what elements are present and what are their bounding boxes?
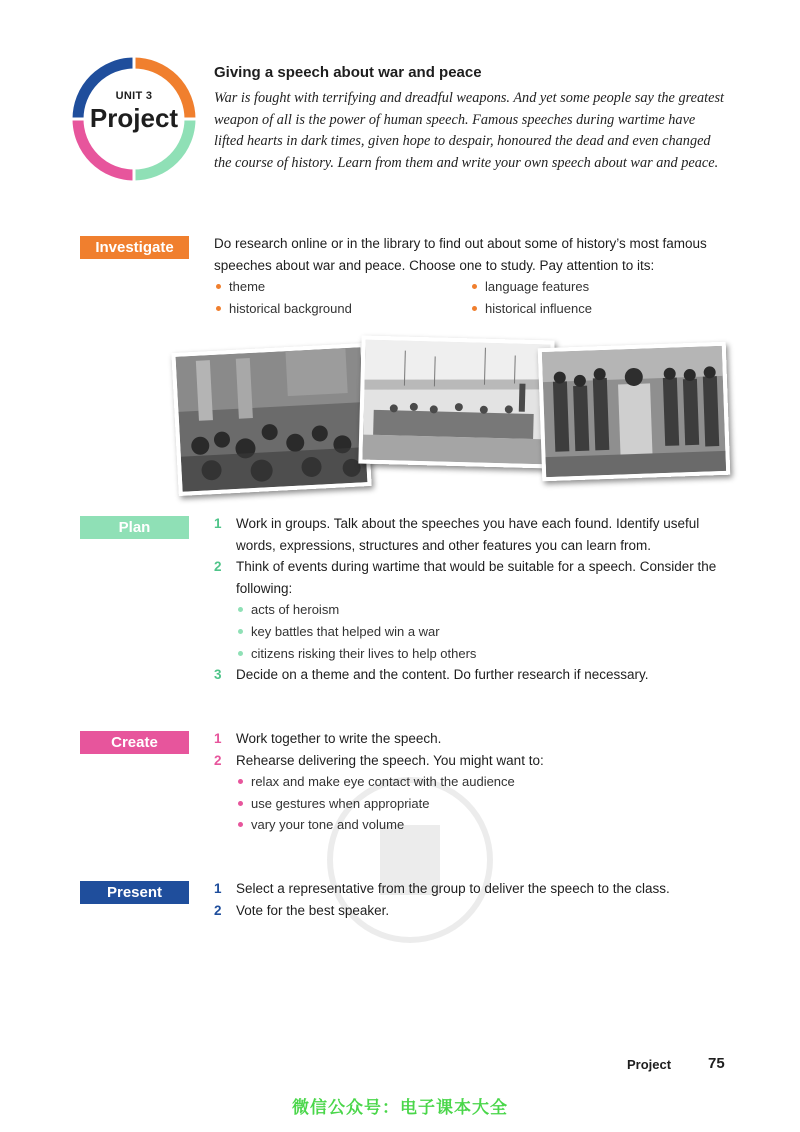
step-number: 2: [214, 559, 222, 575]
present-steps: [214, 878, 734, 921]
create-sub-bullets: [236, 771, 734, 836]
footer-section-label: Project: [627, 1057, 672, 1072]
list-item: theme: [214, 276, 352, 298]
photo-soldiers: [538, 342, 731, 481]
step-number: 2: [214, 752, 222, 768]
list-item: citizens risking their lives to help others: [236, 643, 734, 665]
investigate-text: Do research online or in the library to find out about some of history’s most famous speeches about war and peace. Choose one to study. Pay attention to its:: [214, 236, 707, 273]
step-text: Work in groups. Talk about the speeches you have each found. Identify useful words, expressions, structures and other features you can learn from.: [236, 516, 700, 553]
step-number: 2: [214, 902, 222, 918]
investigate-bullets-right: [470, 276, 592, 319]
photo-harbour-crowd: [358, 335, 554, 468]
list-item: [214, 513, 734, 556]
page-number: 75: [708, 1055, 725, 1072]
step-text: Think of events during wartime that would be suitable for a speech. Consider the following:: [236, 559, 717, 596]
plan-tag: Plan: [80, 516, 189, 539]
create-steps: [214, 728, 734, 836]
list-item: relax and make eye contact with the audience: [236, 771, 734, 793]
list-item: key battles that helped win a war: [236, 621, 734, 643]
historical-photos: [170, 330, 730, 500]
plan-sub-bullets: [236, 599, 734, 664]
list-item: [214, 728, 734, 750]
plan-steps: [214, 513, 734, 686]
list-item: [214, 664, 734, 686]
list-item: [214, 556, 734, 664]
list-item: [214, 900, 734, 922]
step-number: 3: [214, 667, 222, 683]
list-item: historical influence: [470, 298, 592, 320]
list-item: vary your tone and volume: [236, 814, 734, 836]
page-title: Giving a speech about war and peace: [214, 64, 482, 81]
step-text: Rehearse delivering the speech. You might want to:: [236, 752, 544, 768]
list-item: historical background: [214, 298, 352, 320]
list-item: language features: [470, 276, 592, 298]
list-item: acts of heroism: [236, 599, 734, 621]
step-text: Work together to write the speech.: [236, 731, 442, 746]
step-text: Vote for the best speaker.: [236, 902, 390, 918]
project-label: Project: [89, 103, 179, 133]
step-number: 1: [214, 516, 222, 531]
intro-paragraph: War is fought with terrifying and dreadful weapons. And yet some people say the greatest weapon of all is the power of human speech. Famous speeches during wartime have lifted hearts in dark times, given hope to despair, honoured the dead and even changed the course of history. Learn from them and write your own speech about war and peace.: [214, 90, 725, 171]
step-number: 1: [214, 881, 222, 896]
create-tag: Create: [80, 731, 189, 754]
investigate-bullets-left: [214, 276, 352, 319]
list-item: use gestures when appropriate: [236, 793, 734, 815]
step-number: 1: [214, 731, 222, 746]
wechat-caption: 微信公众号：电子课本大全: [292, 1098, 508, 1117]
list-item: [214, 878, 734, 900]
unit-badge: [70, 55, 198, 183]
list-item: [214, 750, 734, 836]
investigate-tag: Investigate: [80, 236, 189, 259]
photo-assembly-speech: [171, 343, 371, 496]
unit-label: UNIT 3: [115, 90, 153, 102]
step-text: Select a representative from the group to deliver the speech to the class.: [236, 881, 670, 896]
present-tag: Present: [80, 881, 189, 904]
step-text: Decide on a theme and the content. Do further research if necessary.: [236, 667, 649, 683]
